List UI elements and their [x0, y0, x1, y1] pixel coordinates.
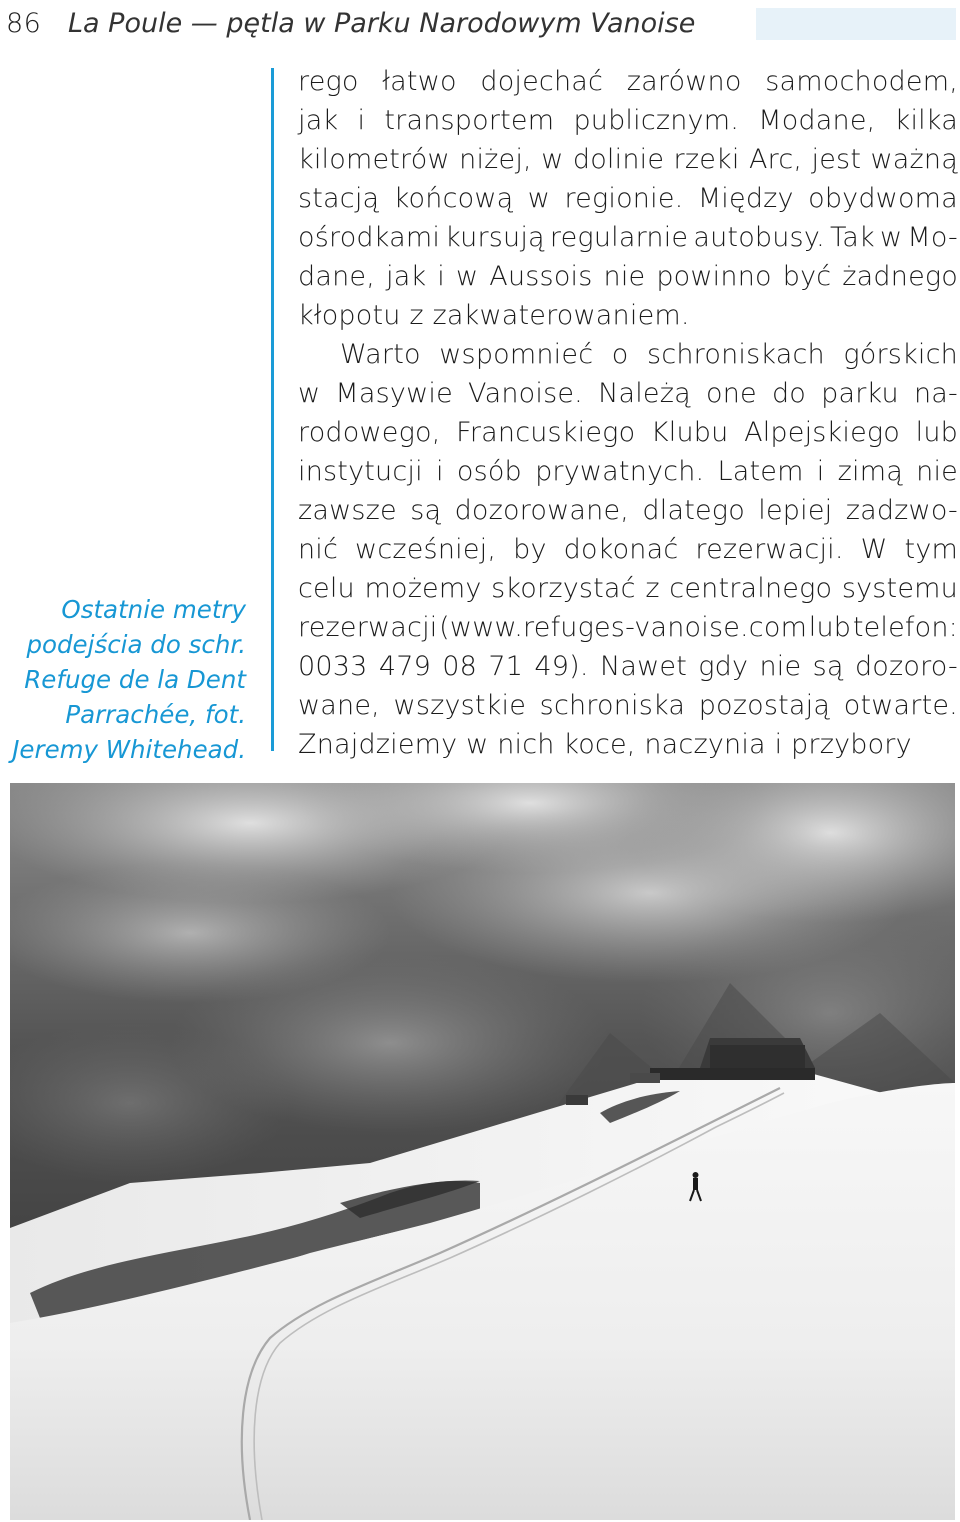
text-line: celu możemy skorzystać z centralnego systemu: [298, 573, 958, 604]
photo-caption: [0, 592, 246, 767]
caption-line: Jeremy Whitehead.: [12, 735, 246, 764]
page-header: [0, 0, 960, 52]
caption-line: Ostatnie metry: [61, 595, 246, 624]
text-line: dane, jak i w Aussois nie powinno być żadnego: [298, 261, 958, 292]
text-line: instytucji i osób prywatnych. Latem i zimą nie: [298, 456, 958, 487]
page-number: 86: [6, 8, 42, 39]
caption-line: Refuge de la Dent: [24, 665, 246, 694]
text-line: kłopotu z zakwaterowaniem.: [298, 300, 690, 331]
text-line: kilometrów niżej, w dolinie rzeki Arc, jest ważną: [298, 144, 958, 175]
text-line: jak i transportem publicznym. Modane, kilka: [298, 105, 958, 136]
text-line: stacją końcową w regionie. Między obydwoma: [298, 183, 958, 214]
text-line: nić wcześniej, by dokonać rezerwacji. W tym: [298, 534, 958, 565]
mountain-hut-photo: [10, 783, 955, 1520]
text-line: wane, wszystkie schroniska pozostają otwarte.: [298, 690, 958, 721]
caption-line: podejścia do schr.: [26, 630, 246, 659]
text-line: w Masywie Vanoise. Należą one do parku na-: [298, 378, 958, 409]
column-rule: [271, 68, 274, 751]
body-text: [298, 62, 958, 764]
header-decoration-box: [756, 8, 956, 40]
text-line: rego łatwo dojechać zarówno samochodem,: [298, 66, 958, 97]
text-line: zawsze są dozorowane, dlatego lepiej zadzwo-: [298, 495, 958, 526]
running-title: La Poule — pętla w Parku Narodowym Vanoise: [68, 8, 696, 39]
text-line: Znajdziemy w nich koce, naczynia i przybory: [298, 729, 912, 760]
caption-line: Parrachée, fot.: [65, 700, 246, 729]
text-line: Warto wspomnieć o schroniskach górskich: [340, 339, 958, 370]
text-line: rodowego, Francuskiego Klubu Alpejskiego lub: [298, 417, 958, 448]
text-line: rezerwacji (www.refuges-vanoise.com lub telefon:: [298, 612, 958, 643]
text-line: 0033 479 08 71 49). Nawet gdy nie są dozoro-: [298, 651, 958, 682]
text-line: ośrodkami kursują regularnie autobusy. Tak w Mo-: [298, 222, 958, 253]
